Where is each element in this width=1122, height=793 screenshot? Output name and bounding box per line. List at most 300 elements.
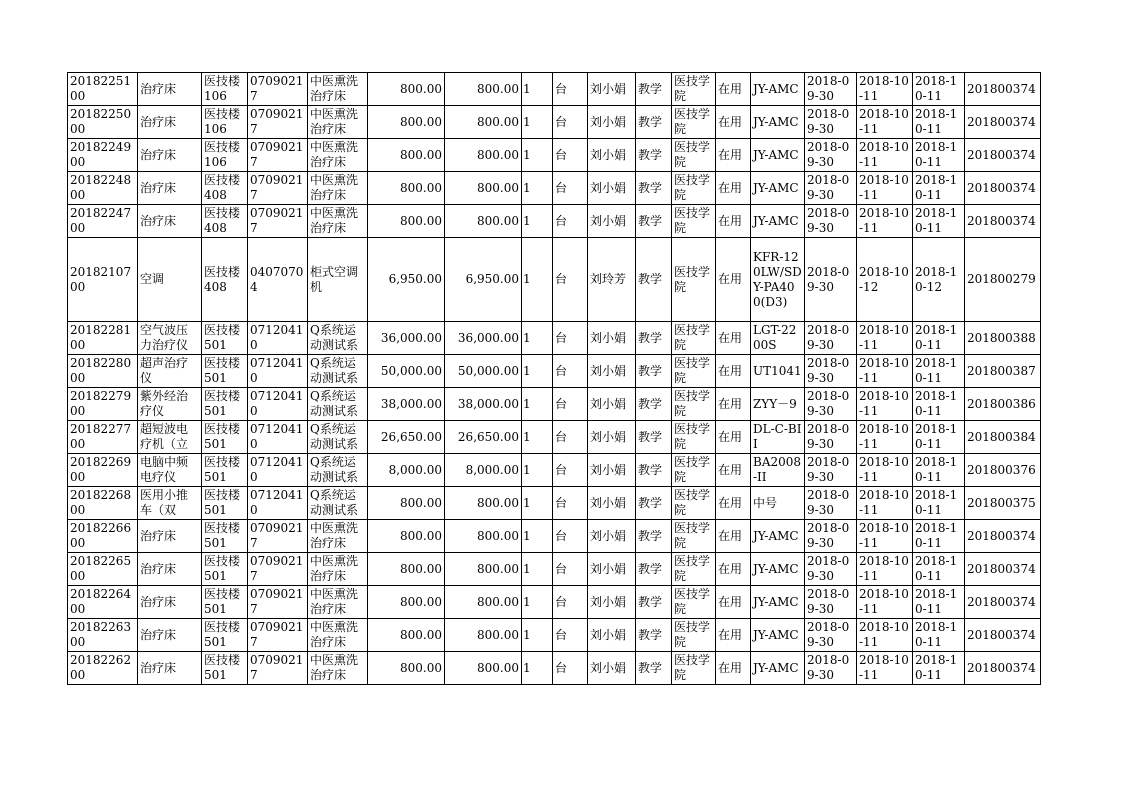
unit-price-cell: 26,650.00 [368,421,445,454]
unit-price-cell: 800.00 [368,487,445,520]
asset-id-cell: 2018227900 [68,388,138,421]
asset-name-cell: 超短波电疗机（立 [138,421,202,454]
category-code-cell: 07120410 [248,388,308,421]
custodian-cell: 刘小娟 [588,139,636,172]
asset-table-body [68,73,1041,685]
model-cell: JY-AMC [751,139,805,172]
status-cell: 在用 [716,421,751,454]
department-cell: 医技学院 [672,106,716,139]
asset-name-cell: 治疗床 [138,73,202,106]
unit-price-cell: 800.00 [368,172,445,205]
category-code-cell: 07090217 [248,205,308,238]
status-cell: 在用 [716,73,751,106]
custodian-cell: 刘小娟 [588,322,636,355]
status-cell: 在用 [716,553,751,586]
model-cell: JY-AMC [751,652,805,685]
custodian-cell: 刘小娟 [588,106,636,139]
amount-cell: 800.00 [445,205,522,238]
category-code-cell: 07090217 [248,619,308,652]
quantity-cell: 1 [522,139,553,172]
entry-date-cell: 2018-10-11 [857,520,913,553]
category-name-cell: Q系统运动测试系 [308,388,368,421]
unit-price-cell: 38,000.00 [368,388,445,421]
record-date-cell: 2018-10-11 [913,355,965,388]
purchase-date-cell: 2018-09-30 [805,388,857,421]
location-cell: 医技楼408 [202,238,248,322]
model-cell: JY-AMC [751,106,805,139]
record-date-cell: 2018-10-11 [913,454,965,487]
status-cell: 在用 [716,322,751,355]
department-cell: 医技学院 [672,586,716,619]
quantity-cell: 1 [522,652,553,685]
table-row [68,238,1041,322]
category-name-cell: 中医熏洗治疗床 [308,652,368,685]
unit-cell: 台 [553,520,588,553]
model-cell: JY-AMC [751,172,805,205]
quantity-cell: 1 [522,238,553,322]
purchase-date-cell: 2018-09-30 [805,421,857,454]
table-row [68,652,1041,685]
amount-cell: 800.00 [445,487,522,520]
model-cell: ZYY－9 [751,388,805,421]
asset-name-cell: 治疗床 [138,139,202,172]
record-date-cell: 2018-10-11 [913,520,965,553]
asset-id-cell: 2018226800 [68,487,138,520]
location-cell: 医技楼501 [202,586,248,619]
table-row [68,388,1041,421]
custodian-cell: 刘小娟 [588,487,636,520]
unit-price-cell: 800.00 [368,619,445,652]
usage-cell: 教学 [636,73,672,106]
unit-price-cell: 50,000.00 [368,355,445,388]
unit-cell: 台 [553,586,588,619]
category-name-cell: 中医熏洗治疗床 [308,205,368,238]
amount-cell: 800.00 [445,172,522,205]
unit-cell: 台 [553,388,588,421]
entry-date-cell: 2018-10-11 [857,388,913,421]
department-cell: 医技学院 [672,205,716,238]
unit-price-cell: 800.00 [368,652,445,685]
custodian-cell: 刘玲芳 [588,238,636,322]
category-name-cell: Q系统运动测试系 [308,454,368,487]
purchase-date-cell: 2018-09-30 [805,172,857,205]
location-cell: 医技楼408 [202,205,248,238]
category-code-cell: 07090217 [248,106,308,139]
asset-id-cell: 2018226500 [68,553,138,586]
quantity-cell: 1 [522,520,553,553]
amount-cell: 800.00 [445,586,522,619]
usage-cell: 教学 [636,652,672,685]
usage-cell: 教学 [636,487,672,520]
category-code-cell: 07120410 [248,355,308,388]
entry-date-cell: 2018-10-11 [857,586,913,619]
custodian-cell: 刘小娟 [588,454,636,487]
location-cell: 医技楼501 [202,619,248,652]
record-date-cell: 2018-10-11 [913,73,965,106]
custodian-cell: 刘小娟 [588,172,636,205]
model-cell: BA2008-II [751,454,805,487]
purchase-date-cell: 2018-09-30 [805,520,857,553]
status-cell: 在用 [716,487,751,520]
document-number-cell: 201800374 [965,106,1041,139]
custodian-cell: 刘小娟 [588,586,636,619]
table-row [68,586,1041,619]
asset-name-cell: 治疗床 [138,106,202,139]
model-cell: UT1041 [751,355,805,388]
location-cell: 医技楼501 [202,421,248,454]
custodian-cell: 刘小娟 [588,520,636,553]
unit-cell: 台 [553,205,588,238]
unit-cell: 台 [553,322,588,355]
unit-price-cell: 36,000.00 [368,322,445,355]
unit-price-cell: 800.00 [368,73,445,106]
entry-date-cell: 2018-10-11 [857,553,913,586]
asset-name-cell: 治疗床 [138,205,202,238]
location-cell: 医技楼501 [202,652,248,685]
asset-id-cell: 2018224700 [68,205,138,238]
asset-id-cell: 2018226300 [68,619,138,652]
record-date-cell: 2018-10-11 [913,619,965,652]
model-cell: JY-AMC [751,586,805,619]
location-cell: 医技楼501 [202,355,248,388]
department-cell: 医技学院 [672,421,716,454]
table-row [68,172,1041,205]
table-row [68,619,1041,652]
table-row [68,205,1041,238]
department-cell: 医技学院 [672,355,716,388]
amount-cell: 6,950.00 [445,238,522,322]
quantity-cell: 1 [522,73,553,106]
document-number-cell: 201800374 [965,172,1041,205]
unit-cell: 台 [553,355,588,388]
amount-cell: 800.00 [445,139,522,172]
usage-cell: 教学 [636,238,672,322]
unit-price-cell: 800.00 [368,106,445,139]
table-row [68,73,1041,106]
asset-name-cell: 治疗床 [138,520,202,553]
document-number-cell: 201800376 [965,454,1041,487]
custodian-cell: 刘小娟 [588,619,636,652]
record-date-cell: 2018-10-11 [913,421,965,454]
usage-cell: 教学 [636,139,672,172]
category-name-cell: 中医熏洗治疗床 [308,553,368,586]
category-name-cell: 中医熏洗治疗床 [308,520,368,553]
asset-id-cell: 2018224800 [68,172,138,205]
category-name-cell: 柜式空调机 [308,238,368,322]
category-name-cell: 中医熏洗治疗床 [308,106,368,139]
purchase-date-cell: 2018-09-30 [805,106,857,139]
status-cell: 在用 [716,454,751,487]
amount-cell: 8,000.00 [445,454,522,487]
unit-cell: 台 [553,553,588,586]
document-number-cell: 201800374 [965,619,1041,652]
status-cell: 在用 [716,205,751,238]
purchase-date-cell: 2018-09-30 [805,454,857,487]
amount-cell: 36,000.00 [445,322,522,355]
category-code-cell: 07120410 [248,322,308,355]
category-code-cell: 07090217 [248,586,308,619]
status-cell: 在用 [716,586,751,619]
quantity-cell: 1 [522,205,553,238]
document-number-cell: 201800374 [965,652,1041,685]
category-code-cell: 07090217 [248,73,308,106]
model-cell: JY-AMC [751,520,805,553]
table-row [68,139,1041,172]
record-date-cell: 2018-10-11 [913,106,965,139]
model-cell: KFR-120LW/SDY-PA400(D3) [751,238,805,322]
custodian-cell: 刘小娟 [588,388,636,421]
quantity-cell: 1 [522,172,553,205]
category-name-cell: Q系统运动测试系 [308,487,368,520]
unit-cell: 台 [553,619,588,652]
asset-id-cell: 2018224900 [68,139,138,172]
amount-cell: 50,000.00 [445,355,522,388]
custodian-cell: 刘小娟 [588,553,636,586]
usage-cell: 教学 [636,520,672,553]
category-name-cell: 中医熏洗治疗床 [308,619,368,652]
location-cell: 医技楼501 [202,454,248,487]
asset-name-cell: 紫外经治疗仪 [138,388,202,421]
record-date-cell: 2018-10-11 [913,388,965,421]
document-number-cell: 201800374 [965,205,1041,238]
purchase-date-cell: 2018-09-30 [805,322,857,355]
status-cell: 在用 [716,652,751,685]
asset-name-cell: 治疗床 [138,172,202,205]
asset-id-cell: 2018228100 [68,322,138,355]
usage-cell: 教学 [636,619,672,652]
unit-cell: 台 [553,106,588,139]
quantity-cell: 1 [522,106,553,139]
document-number-cell: 201800374 [965,586,1041,619]
category-name-cell: 中医熏洗治疗床 [308,73,368,106]
unit-price-cell: 6,950.00 [368,238,445,322]
entry-date-cell: 2018-10-11 [857,322,913,355]
department-cell: 医技学院 [672,388,716,421]
table-row [68,520,1041,553]
department-cell: 医技学院 [672,619,716,652]
amount-cell: 800.00 [445,106,522,139]
category-name-cell: 中医熏洗治疗床 [308,139,368,172]
custodian-cell: 刘小娟 [588,73,636,106]
entry-date-cell: 2018-10-11 [857,205,913,238]
department-cell: 医技学院 [672,553,716,586]
record-date-cell: 2018-10-11 [913,487,965,520]
category-code-cell: 07090217 [248,139,308,172]
unit-price-cell: 800.00 [368,139,445,172]
status-cell: 在用 [716,106,751,139]
model-cell: JY-AMC [751,553,805,586]
record-date-cell: 2018-10-11 [913,205,965,238]
asset-id-cell: 2018225100 [68,73,138,106]
record-date-cell: 2018-10-11 [913,586,965,619]
table-row [68,553,1041,586]
quantity-cell: 1 [522,322,553,355]
category-code-cell: 07120410 [248,454,308,487]
location-cell: 医技楼501 [202,553,248,586]
document-number-cell: 201800388 [965,322,1041,355]
model-cell: JY-AMC [751,205,805,238]
unit-cell: 台 [553,172,588,205]
amount-cell: 800.00 [445,652,522,685]
entry-date-cell: 2018-10-11 [857,73,913,106]
record-date-cell: 2018-10-12 [913,238,965,322]
record-date-cell: 2018-10-11 [913,172,965,205]
department-cell: 医技学院 [672,652,716,685]
document-number-cell: 201800387 [965,355,1041,388]
table-row [68,487,1041,520]
unit-cell: 台 [553,421,588,454]
status-cell: 在用 [716,238,751,322]
document-number-cell: 201800374 [965,553,1041,586]
status-cell: 在用 [716,619,751,652]
department-cell: 医技学院 [672,73,716,106]
category-code-cell: 07120410 [248,421,308,454]
purchase-date-cell: 2018-09-30 [805,238,857,322]
asset-name-cell: 治疗床 [138,553,202,586]
custodian-cell: 刘小娟 [588,421,636,454]
status-cell: 在用 [716,172,751,205]
category-code-cell: 07090217 [248,553,308,586]
quantity-cell: 1 [522,619,553,652]
location-cell: 医技楼501 [202,322,248,355]
amount-cell: 800.00 [445,73,522,106]
document-number-cell: 201800374 [965,520,1041,553]
asset-name-cell: 超声治疗仪 [138,355,202,388]
entry-date-cell: 2018-10-12 [857,238,913,322]
entry-date-cell: 2018-10-11 [857,652,913,685]
record-date-cell: 2018-10-11 [913,652,965,685]
category-code-cell: 07090217 [248,172,308,205]
quantity-cell: 1 [522,388,553,421]
entry-date-cell: 2018-10-11 [857,106,913,139]
asset-name-cell: 治疗床 [138,586,202,619]
category-name-cell: 中医熏洗治疗床 [308,172,368,205]
unit-cell: 台 [553,238,588,322]
unit-cell: 台 [553,652,588,685]
location-cell: 医技楼501 [202,388,248,421]
entry-date-cell: 2018-10-11 [857,487,913,520]
table-row [68,355,1041,388]
unit-cell: 台 [553,487,588,520]
usage-cell: 教学 [636,205,672,238]
quantity-cell: 1 [522,487,553,520]
table-row [68,322,1041,355]
category-code-cell: 04070704 [248,238,308,322]
category-code-cell: 07090217 [248,652,308,685]
asset-id-cell: 2018226900 [68,454,138,487]
asset-name-cell: 电脑中频电疗仪 [138,454,202,487]
asset-name-cell: 治疗床 [138,619,202,652]
purchase-date-cell: 2018-09-30 [805,73,857,106]
usage-cell: 教学 [636,388,672,421]
usage-cell: 教学 [636,421,672,454]
custodian-cell: 刘小娟 [588,355,636,388]
asset-id-cell: 2018226400 [68,586,138,619]
asset-name-cell: 治疗床 [138,652,202,685]
purchase-date-cell: 2018-09-30 [805,586,857,619]
quantity-cell: 1 [522,586,553,619]
status-cell: 在用 [716,520,751,553]
usage-cell: 教学 [636,172,672,205]
department-cell: 医技学院 [672,487,716,520]
status-cell: 在用 [716,139,751,172]
asset-name-cell: 医用小推车（双 [138,487,202,520]
entry-date-cell: 2018-10-11 [857,172,913,205]
department-cell: 医技学院 [672,520,716,553]
document-number-cell: 201800279 [965,238,1041,322]
unit-cell: 台 [553,139,588,172]
usage-cell: 教学 [636,553,672,586]
quantity-cell: 1 [522,553,553,586]
department-cell: 医技学院 [672,172,716,205]
quantity-cell: 1 [522,454,553,487]
asset-table [67,72,1041,685]
unit-price-cell: 800.00 [368,586,445,619]
asset-name-cell: 空调 [138,238,202,322]
model-cell: 中号 [751,487,805,520]
usage-cell: 教学 [636,322,672,355]
purchase-date-cell: 2018-09-30 [805,355,857,388]
model-cell: JY-AMC [751,619,805,652]
location-cell: 医技楼106 [202,139,248,172]
model-cell: DL-C-BII [751,421,805,454]
department-cell: 医技学院 [672,322,716,355]
unit-cell: 台 [553,454,588,487]
custodian-cell: 刘小娟 [588,652,636,685]
asset-id-cell: 2018226200 [68,652,138,685]
purchase-date-cell: 2018-09-30 [805,619,857,652]
document-number-cell: 201800374 [965,73,1041,106]
category-code-cell: 07120410 [248,487,308,520]
model-cell: JY-AMC [751,73,805,106]
table-row [68,106,1041,139]
unit-cell: 台 [553,73,588,106]
amount-cell: 38,000.00 [445,388,522,421]
location-cell: 医技楼408 [202,172,248,205]
document-number-cell: 201800374 [965,139,1041,172]
department-cell: 医技学院 [672,139,716,172]
location-cell: 医技楼106 [202,73,248,106]
record-date-cell: 2018-10-11 [913,322,965,355]
purchase-date-cell: 2018-09-30 [805,139,857,172]
entry-date-cell: 2018-10-11 [857,355,913,388]
unit-price-cell: 800.00 [368,553,445,586]
custodian-cell: 刘小娟 [588,205,636,238]
department-cell: 医技学院 [672,454,716,487]
amount-cell: 26,650.00 [445,421,522,454]
category-name-cell: Q系统运动测试系 [308,322,368,355]
entry-date-cell: 2018-10-11 [857,421,913,454]
document-number-cell: 201800386 [965,388,1041,421]
location-cell: 医技楼501 [202,520,248,553]
location-cell: 医技楼106 [202,106,248,139]
table-row [68,421,1041,454]
unit-price-cell: 800.00 [368,205,445,238]
status-cell: 在用 [716,388,751,421]
category-code-cell: 07090217 [248,520,308,553]
usage-cell: 教学 [636,586,672,619]
table-row [68,454,1041,487]
asset-id-cell: 2018227700 [68,421,138,454]
category-name-cell: Q系统运动测试系 [308,355,368,388]
location-cell: 医技楼501 [202,487,248,520]
quantity-cell: 1 [522,421,553,454]
status-cell: 在用 [716,355,751,388]
asset-id-cell: 2018210700 [68,238,138,322]
asset-id-cell: 2018226600 [68,520,138,553]
asset-name-cell: 空气波压力治疗仪 [138,322,202,355]
category-name-cell: Q系统运动测试系 [308,421,368,454]
